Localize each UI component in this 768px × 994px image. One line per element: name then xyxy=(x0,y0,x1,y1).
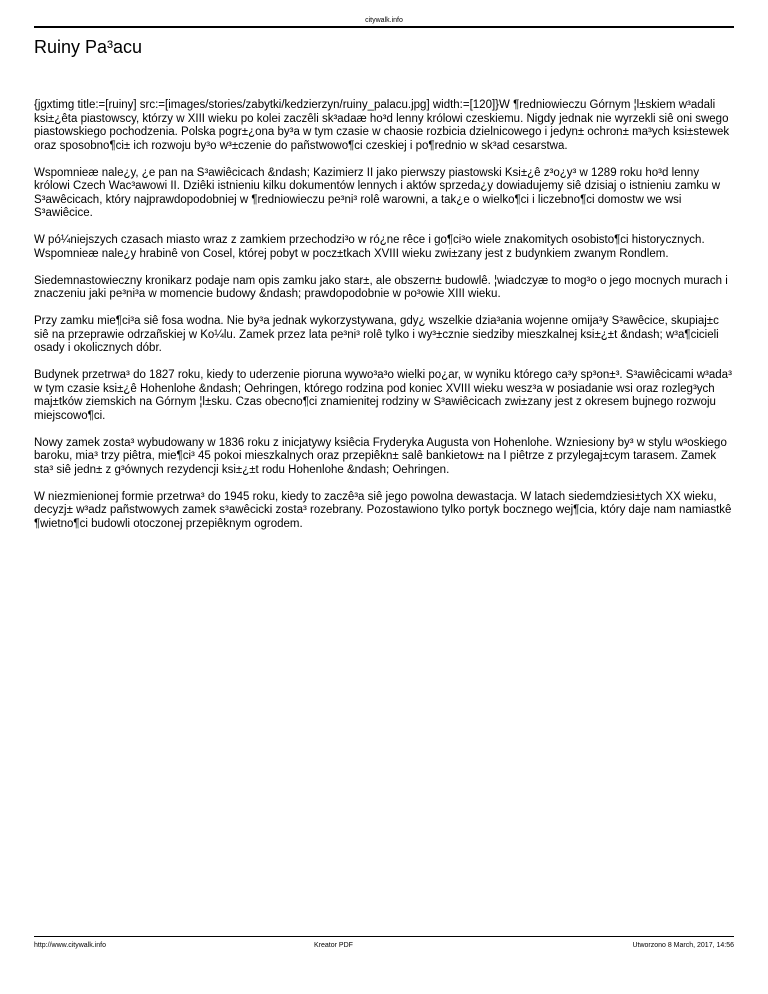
article-paragraph: Nowy zamek zosta³ wybudowany w 1836 roku z inicjatywy ksiêcia Fryderyka Augusta von Hohenlohe. Wzniesiony by³ w stylu w³oskiego baroku, mia³ trzy piêtra, mie¶ci³ 45 pokoi mieszkalnych oraz przepiêkn± salê bankietow± na I piêtrze z przylegaj±cym tarasem. Zamek sta³ siê jedn± z g³ównych rezydencji ksi±¿±t rodu Hohenlohe &ndash; Oehringen. xyxy=(34,436,727,476)
article-body xyxy=(34,99,734,545)
article-paragraph: Siedemnastowieczny kronikarz podaje nam opis zamku jako star±, ale obszern± budowlê. ¦wiadczyæ to mog³o o jego mocnych murach i znaczeniu jaki pe³ni³a w momencie budowy &ndash; prawdopodobnie w po³owie XIII wieku. xyxy=(34,274,728,300)
footer-url-link[interactable]: http://www.citywalk.info xyxy=(34,942,106,949)
page-footer xyxy=(34,942,734,952)
article-paragraph: {jgxtimg title:=[ruiny] src:=[images/stories/zabytki/kedzierzyn/ruiny_palacu.jpg] width:=[120]}W ¶redniowieczu Górnym ¦l±skiem w³adali ksi±¿êta piastowscy, którzy w XIII wieku po kolei zaczêli sk³adaæ ho³d lenny królowi czeskiemu. Nigdy jednak nie wyrzekli siê oni swego piastowskiego pochodzenia. Polska pogr±¿ona by³a w tym czasie w chaosie rozbicia dzielnicowego i jedyn± ochron± ma³ych ksi±stewek oraz sposobno¶ci± ich rozwoju by³o w³±czenie do pañstwowo¶ci czeskiej i po¶rednio w sk³ad cesarstwa. xyxy=(34,99,730,152)
site-header: citywalk.info xyxy=(365,17,403,24)
article-paragraph: Wspomnieæ nale¿y, ¿e pan na S³awiêcicach &ndash; Kazimierz II jako pierwszy piastowski Ksi±¿ê z³o¿y³ w 1289 roku ho³d lenny królowi Czech Wac³awowi II. Dziêki istnieniu kilku dokumentów lennych i aktów sprzeda¿y dowiadujemy siê dzisiaj o istnieniu zamku w S³awêcicach, który najprawdopodobniej w ¶redniowieczu pe³ni³ rolê warowni, a tak¿e o wielko¶ci i liczebno¶ci domostw we wsi S³awiêcice. xyxy=(34,166,721,219)
page-title: Ruiny Pa³acu xyxy=(34,37,143,57)
article-paragraph: W pó¼niejszych czasach miasto wraz z zamkiem przechodzi³o w ró¿ne rêce i go¶ci³o wiele znakomitych osobisto¶ci historycznych. Wspomnieæ nale¿y hrabinê von Cosel, której pobyt w pocz±tkach XVIII wieku zwi±zany jest z budynkiem zwanym Rondlem. xyxy=(34,234,705,260)
article-paragraph: W niezmienionej formie przetrwa³ do 1945 roku, kiedy to zaczê³a siê jego powolna dewastacja. W latach siedemdziesi±tych XX wieku, decyzj± w³adz pañstwowych zamek s³awêcicki zosta³ rozebrany. Pozostawiono tylko portyk bocznego wej¶cia, który daje nam namiastkê ¶wietno¶ci budowli otoczonej przepiêknym ogrodem. xyxy=(34,490,732,530)
article-paragraph: Przy zamku mie¶ci³a siê fosa wodna. Nie by³a jednak wykorzystywana, gdy¿ wszelkie dzia³ania wojenne omija³y S³awêcice, skupiaj±c siê na przeprawie odrzañskiej w Ko¼lu. Zamek przez lata pe³ni³ rolê tylko i wy³±cznie siedziby mieszkalnej ksi±¿±t &ndash; w³a¶cicieli osady i okolicznych dóbr. xyxy=(34,315,719,354)
article-paragraph: Budynek przetrwa³ do 1827 roku, kiedy to uderzenie pioruna wywo³a³o wielki po¿ar, w wyniku którego ca³y sp³on±³. S³awiêcicami w³ada³ w tym czasie ksi±¿ê Hohenlohe &ndash; Oehringen, którego rodzina pod koniec XVIII wieku wesz³a w posiadanie wsi oraz rozleg³ych maj±tków ziemskich na Górnym ¦l±sku. Czas obecno¶ci znamienitej rodziny w S³awiêcicach zwi±zany jest z okresem bujnego rozwoju miejscowo¶ci. xyxy=(34,369,732,422)
footer-generator: Kreator PDF xyxy=(314,942,353,949)
header-divider xyxy=(34,26,734,28)
footer-divider xyxy=(34,936,734,937)
footer-created-date: Utworzono 8 March, 2017, 14:56 xyxy=(632,942,734,949)
